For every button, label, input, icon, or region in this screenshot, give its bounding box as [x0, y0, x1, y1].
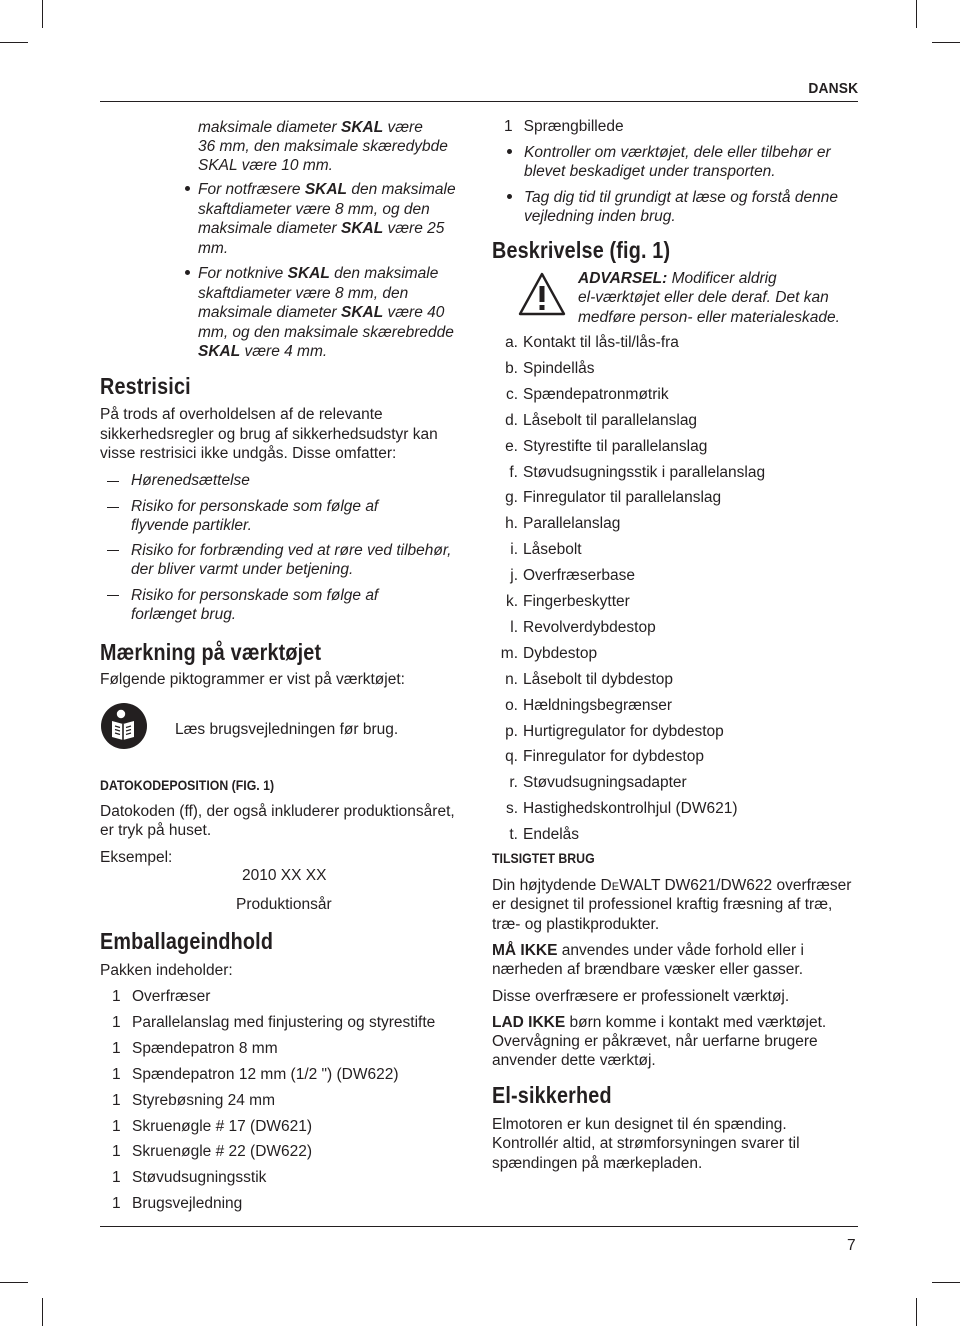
package-heading: Emballageindhold [100, 928, 274, 954]
part-label: Fingerbeskytter [523, 593, 630, 610]
risk-item-2b: flyvende partikler. [131, 517, 252, 534]
package-item-text: Spændepatron 8 mm [132, 1039, 278, 1057]
risk-item-1: Hørenedsættelse [131, 472, 250, 489]
risk-item-4a: Risiko for personskade som følge af [131, 587, 379, 604]
header-rule [100, 101, 858, 102]
footer-rule [100, 1226, 858, 1227]
package-item [112, 1194, 242, 1214]
part-label: Støvudsugningsadapter [523, 774, 687, 792]
bullet-slot-cutter: For notfræsere SKAL den maksimale skaftdiameter være 8 mm, og den maksimale diameter SKAL være 25 mm. [198, 181, 456, 257]
part-letter: k. [505, 593, 518, 610]
bullet-read-manual-2: vejledning inden brug. [524, 208, 676, 225]
package-item [112, 987, 210, 1007]
language-header: DANSK [808, 80, 858, 97]
package-item [112, 1065, 399, 1085]
example-value: 2010 XX XX [242, 867, 327, 884]
risk-item-3b: der bliver varmt under betjening. [131, 561, 354, 578]
children-line-2: Overvågning er påkrævet, når uerfarne brugere [492, 1033, 818, 1050]
must-not-line-1: MÅ IKKE anvendes under våde forhold eller i [492, 942, 804, 959]
risk-item-2a: Risiko for personskade som følge af [131, 498, 379, 515]
package-item-text: Parallelanslag med finjustering og styrestifte [132, 1013, 436, 1031]
restrisici-para-2: sikkerhedsregler og brug af sikkerhedsudstyr kan [100, 426, 438, 443]
package-item-text: Spændepatron 12 mm (1/2 ") (DW622) [132, 1065, 399, 1083]
package-item-text: Skruenøgle # 17 (DW621) [132, 1117, 313, 1135]
part-label: Finregulator for dybdestop [523, 748, 704, 766]
datecode-para-2: er tryk på huset. [100, 822, 212, 839]
bullet-read-manual-1: Tag dig tid til grundigt at læse og forstå denne [524, 189, 838, 206]
restrisici-para-3: visse restrisici ikke undgås. Disse omfatter: [100, 445, 397, 462]
part-letter: m. [500, 644, 518, 662]
part-label: Kontakt til lås-til/lås-fra [523, 334, 679, 351]
part-label: Støvudsugningsstik i parallelanslag [523, 463, 766, 481]
part-label: Overfræserbase [523, 567, 635, 585]
part-letter: g. [505, 489, 518, 507]
package-item [112, 1168, 266, 1188]
package-item-text: Overfræser [132, 988, 211, 1005]
example-label: Eksempel: [100, 849, 173, 866]
part-letter: e. [505, 437, 518, 455]
part-label: Låsebolt til parallelanslag [523, 411, 698, 429]
package-item-qty: 1 [112, 988, 121, 1005]
package-item [112, 1013, 435, 1033]
risk-item-3a: Risiko for forbrænding ved at røre ved tilbehør, [131, 542, 452, 559]
package-item-text: Støvudsugningsstik [132, 1169, 267, 1187]
part-letter: j. [510, 567, 518, 585]
part-label: Endelås [523, 826, 580, 844]
part-label: Styrestifte til parallelanslag [523, 437, 708, 455]
package-item-qty: 1 [112, 1195, 121, 1213]
warning-line-1: ADVARSEL: Modificer aldrig [578, 270, 777, 287]
package-item [112, 1117, 312, 1137]
bullet-check-damage-1: Kontroller om værktøjet, dele eller tilbehør er [524, 144, 831, 161]
part-letter: r. [509, 774, 518, 792]
intended-para-1: Din højtydende DEWALT DW621/DW622 overfræser [492, 877, 852, 894]
pictogram-text: Læs brugsvejledningen før brug. [175, 721, 399, 738]
marking-intro: Følgende piktogrammer er vist på værktøjet: [100, 671, 405, 688]
restrisici-para-1: På trods af overholdelsen af de relevante [100, 406, 383, 423]
package-item [112, 1142, 312, 1162]
bullet-dot [185, 270, 190, 275]
intended-para-3: træ- og plastikprodukter. [492, 916, 660, 933]
part-letter: i. [510, 541, 518, 559]
warning-line-3: medføre person- eller materialeskade. [578, 309, 840, 326]
children-line-1: LAD IKKE børn komme i kontakt med værktøjet. [492, 1014, 827, 1031]
datecode-para-1: Datokoden (ff), der også inkluderer produktionsåret, [100, 803, 455, 820]
electric-para-3: spændingen på mærkepladen. [492, 1155, 703, 1172]
warning-triangle-icon [518, 272, 566, 316]
part-label: Spændepatronmøtrik [523, 385, 669, 403]
part-letter: o. [505, 696, 518, 714]
bullet-groove-knife: For notknive SKAL den maksimale skaftdiameter være 8 mm, den maksimale diameter SKAL være 40 mm, og den maksimale skærebredde SKAL være 4 mm. [198, 265, 454, 360]
continued-text-line3: SKAL være 10 mm. [198, 157, 333, 174]
package-item-text: Skruenøgle # 22 (DW622) [132, 1143, 313, 1161]
package-item [112, 1039, 278, 1059]
bullet-dot [185, 186, 190, 191]
package-item-qty: 1 [112, 1065, 121, 1083]
package-item-qty: 1 [112, 1169, 121, 1187]
list-item-exploded-view: 1 Sprængbillede [504, 118, 624, 135]
continued-text-line1: maksimale diameter SKAL være [198, 119, 423, 136]
read-manual-icon [100, 702, 148, 750]
electric-safety-heading: El-sikkerhed [492, 1082, 612, 1108]
intended-use-heading: TILSIGTET BRUG [492, 850, 595, 866]
dash-marker [107, 595, 119, 596]
part-label: Dybdestop [523, 644, 598, 662]
part-letter: h. [505, 515, 518, 533]
part-letter: q. [505, 748, 518, 766]
bullet-check-damage-2: blevet beskadiget under transporten. [524, 163, 776, 180]
part-letter: n. [505, 670, 518, 688]
package-item-qty: 1 [112, 1013, 121, 1031]
part-label: Hastighedskontrolhjul (DW621) [523, 800, 738, 818]
description-heading: Beskrivelse (fig. 1) [492, 237, 671, 263]
part-letter: a. [505, 334, 518, 351]
example-caption: Produktionsår [236, 896, 332, 913]
page-number: 7 [847, 1237, 856, 1254]
dash-marker [107, 550, 119, 551]
electric-para-1: Elmotoren er kun designet til én spænding. [492, 1116, 787, 1133]
part-letter: f. [509, 463, 518, 481]
warning-line-2: el-værktøjet eller dele deraf. Det kan [578, 289, 829, 306]
package-item [112, 1091, 275, 1111]
dash-marker [107, 481, 119, 482]
package-item-qty: 1 [112, 1143, 121, 1161]
package-item-qty: 1 [112, 1117, 121, 1135]
part-label: Låsebolt til dybdestop [523, 670, 673, 688]
dash-marker [107, 507, 119, 508]
part-label: Hældningsbegrænser [523, 696, 673, 714]
package-item-qty: 1 [112, 1091, 121, 1109]
part-letter: p. [505, 722, 518, 740]
package-item-qty: 1 [112, 1039, 121, 1057]
must-not-line-2: nærheden af brændbare væsker eller gasser. [492, 961, 804, 978]
restrisici-heading: Restrisici [100, 373, 191, 399]
continued-text-line2: 36 mm, den maksimale skæredybde [198, 138, 448, 155]
part-letter: b. [505, 359, 518, 377]
part-label: Spindellås [523, 359, 595, 377]
part-letter: s. [505, 800, 518, 818]
part-label: Finregulator til parallelanslag [523, 489, 722, 507]
part-letter: l. [510, 618, 518, 636]
package-intro: Pakken indeholder: [100, 962, 233, 979]
marking-heading: Mærkning på værktøjet [100, 639, 322, 665]
children-line-3: anvender dette værktøj. [492, 1052, 656, 1069]
part-label: Revolverdybdestop [523, 618, 656, 636]
intended-para-2: er designet til professionel kraftig fræsning af træ, [492, 896, 833, 913]
professional-tool-text: Disse overfræsere er professionelt værktøj. [492, 988, 790, 1005]
datecode-heading: DATOKODEPOSITION (FIG. 1) [100, 777, 275, 793]
risk-item-4b: forlænget brug. [131, 606, 237, 623]
package-item-text: Brugsvejledning [132, 1195, 243, 1213]
part-label: Hurtigregulator for dybdestop [523, 722, 724, 740]
part-letter: d. [505, 411, 518, 429]
electric-para-2: Kontrollér altid, at strømforsyningen svarer til [492, 1135, 800, 1152]
package-item-text: Styrebøsning 24 mm [132, 1091, 275, 1109]
part-letter: c. [505, 385, 518, 403]
bullet-dot [507, 194, 512, 199]
part-letter: t. [509, 826, 518, 844]
part-label: Låsebolt [523, 541, 582, 559]
part-label: Parallelanslag [523, 515, 621, 533]
bullet-dot [507, 149, 512, 154]
